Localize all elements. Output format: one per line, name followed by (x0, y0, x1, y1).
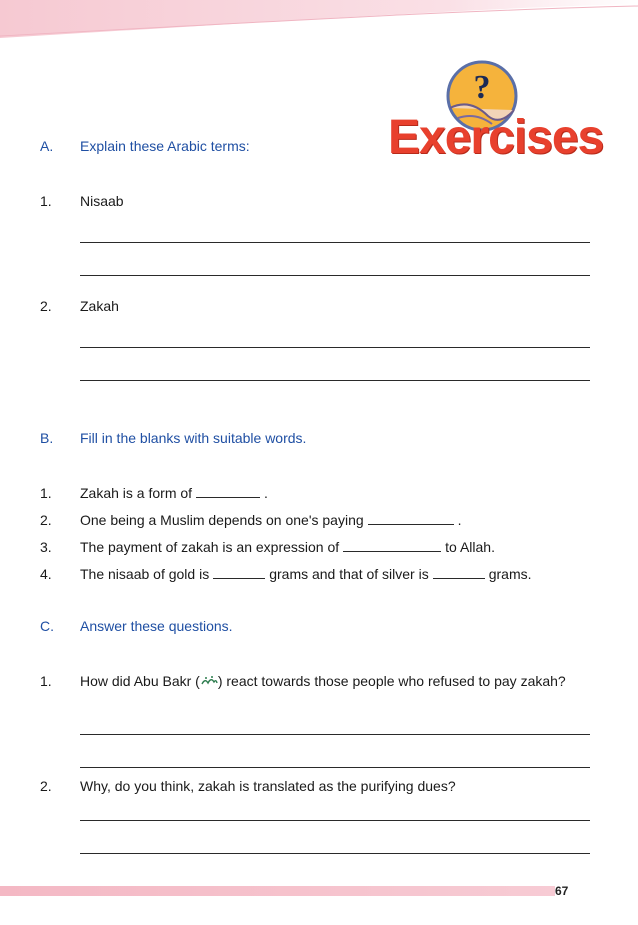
item-text: . (264, 485, 268, 501)
answer-line[interactable] (80, 380, 590, 381)
answer-line[interactable] (80, 767, 590, 768)
section-title: Fill in the blanks with suitable words. (80, 430, 307, 446)
page-number: 67 (555, 884, 569, 898)
section-letter: B. (40, 430, 54, 446)
blank-field[interactable] (343, 539, 441, 552)
item-text: The payment of zakah is an expression of (80, 539, 340, 555)
item-number: 1. (40, 673, 52, 689)
item-text: grams. (488, 566, 532, 582)
item-number: 2. (40, 298, 52, 314)
honorific-calligraphy-icon (200, 674, 218, 688)
blank-field[interactable] (433, 566, 485, 579)
blank-field[interactable] (213, 566, 265, 579)
item-text: Why, do you think, zakah is translated as the purifying dues? (80, 778, 456, 794)
item-text: ) react towards those people who refused to pay zakah? (217, 673, 566, 689)
item-text: Zakah is a form of (80, 485, 193, 501)
top-decorative-band (0, 0, 638, 40)
item-number: 2. (40, 512, 52, 528)
answer-line[interactable] (80, 275, 590, 276)
item-text: Nisaab (80, 193, 124, 209)
blank-field[interactable] (196, 485, 260, 498)
item-number: 3. (40, 539, 52, 555)
answer-line[interactable] (80, 242, 590, 243)
section-letter: C. (40, 618, 54, 634)
section-letter: A. (40, 138, 54, 154)
answer-line[interactable] (80, 820, 590, 821)
item-text: grams and that of silver is (269, 566, 429, 582)
item-number: 1. (40, 485, 52, 501)
item-text: How did Abu Bakr ( (80, 673, 200, 689)
item-text: The nisaab of gold is (80, 566, 210, 582)
answer-line[interactable] (80, 347, 590, 348)
blank-field[interactable] (368, 512, 454, 525)
item-number: 1. (40, 193, 52, 209)
question-mark: ? (473, 69, 491, 106)
footer-decorative-band (0, 884, 555, 898)
exercises-title: Exercises (388, 111, 604, 164)
item-number: 4. (40, 566, 52, 582)
answer-line[interactable] (80, 853, 590, 854)
item-text: . (457, 512, 462, 528)
exercises-logo (388, 58, 604, 168)
item-text: One being a Muslim depends on one's paying (80, 512, 364, 528)
item-text: to Allah. (445, 539, 495, 555)
item-number: 2. (40, 778, 52, 794)
item-text: Zakah (80, 298, 119, 314)
section-title: Answer these questions. (80, 618, 233, 634)
answer-line[interactable] (80, 734, 590, 735)
section-title: Explain these Arabic terms: (80, 138, 250, 154)
